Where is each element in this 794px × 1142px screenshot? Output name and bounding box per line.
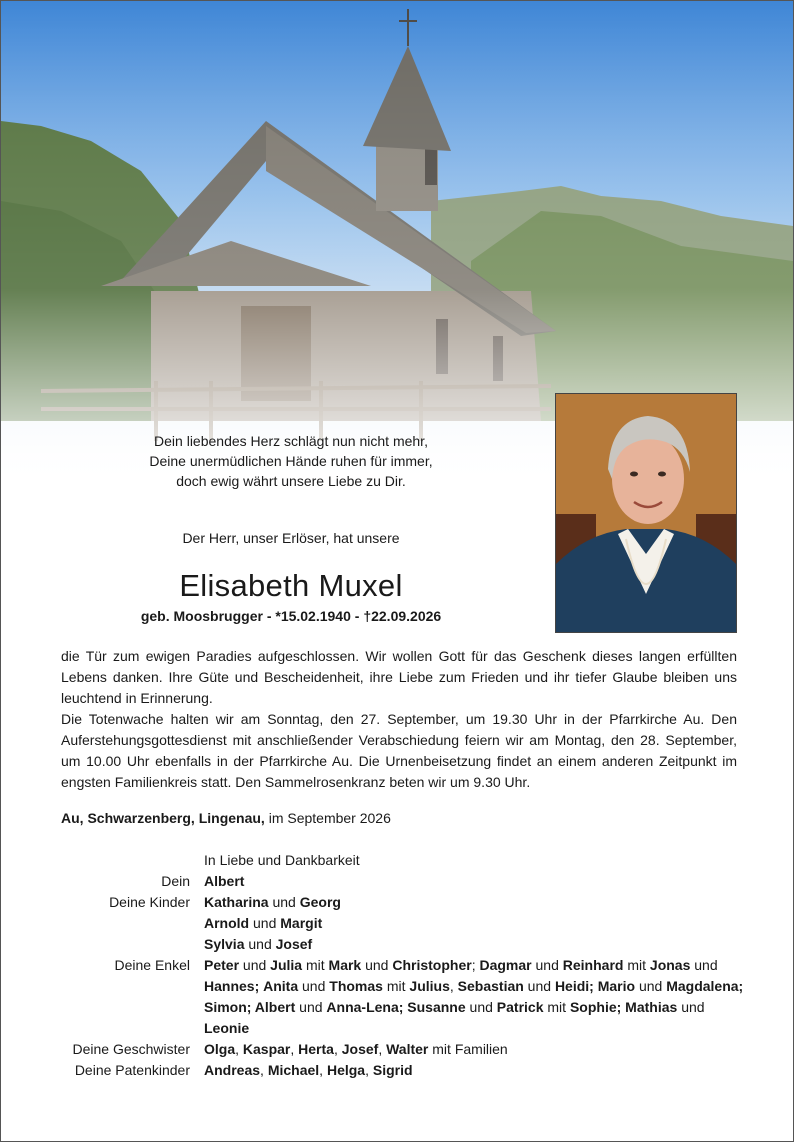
relation-label: Deine Enkel [114, 957, 190, 973]
relative-name: Thomas [329, 978, 383, 994]
paragraph-services: Die Totenwache halten wir am Sonntag, den 27. September, um 19.30 Uhr in der Pfarrkirche Au. Den Auferstehungsgottesdienst mit anschließender Verabschiedung feiern wir am Montag, den 28. September, um 10.00 Uhr ebenfalls in der Pfarrkirche Au. Die Urnenbeisetzung findet an einem anderen Zeitpunkt im engsten Familienkreis statt. Den Sammelrosenkranz beten wir um 9.30 Uhr. [61, 711, 737, 790]
deceased-name: Elisabeth Muxel [179, 568, 403, 603]
verse [41, 431, 541, 491]
connector-text: , [365, 1062, 373, 1078]
relative-name: Sigrid [372, 1062, 413, 1078]
family-row [61, 892, 751, 913]
place-names: Au, Schwarzenberg, Lingenau, [61, 810, 265, 826]
connector-text: ; [471, 957, 480, 973]
connector-text: mit [382, 978, 410, 994]
relatives-names [204, 1060, 744, 1081]
connector-text: mit [623, 957, 650, 973]
obituary-text [61, 646, 737, 793]
relative-name: Heidi; [554, 978, 594, 994]
portrait-photo [555, 393, 737, 633]
family-row [61, 1039, 751, 1060]
connector-text: , [333, 1041, 342, 1057]
birth-name-and-dates: geb. Moosbrugger - *15.02.1940 - †22.09.2026 [140, 608, 442, 624]
relative-name: Andreas [204, 1062, 261, 1078]
relative-name: Magdalena; Simon; Albert [204, 978, 744, 1015]
connector-text: mit [302, 957, 329, 973]
relatives-names [204, 892, 744, 913]
connector-text: und [361, 957, 393, 973]
family-intro-row [61, 850, 751, 871]
connector-text: , [260, 1062, 268, 1078]
relative-name: Leonie [204, 1020, 250, 1036]
relatives-names [204, 934, 744, 955]
family-row [61, 955, 751, 1039]
connector-text: , [449, 978, 458, 994]
connector-text: und [677, 999, 705, 1015]
relative-name: Walter [386, 1041, 429, 1057]
connector-text: mit Familien [428, 1041, 508, 1057]
relative-name: Margit [280, 915, 323, 931]
connector-text: und [465, 999, 497, 1015]
relative-name: Katharina [204, 894, 269, 910]
connector-text: und [635, 978, 667, 994]
relative-name: Sebastian [457, 978, 524, 994]
relative-name: Herta [298, 1041, 334, 1057]
connector-text: und [690, 957, 718, 973]
family-row [61, 871, 751, 892]
relative-name: Josef [275, 936, 313, 952]
connector-text: , [319, 1062, 327, 1078]
relation-label [61, 934, 204, 955]
connector-text: und [298, 978, 330, 994]
relative-name: Susanne [407, 999, 466, 1015]
verse-line: Dein liebendes Herz schlägt nun nicht mehr, [154, 433, 428, 449]
relation-label: Deine Patenkinder [74, 1062, 190, 1078]
family-intro: In Liebe und Dankbarkeit [204, 852, 360, 868]
relative-name: Julia [270, 957, 303, 973]
connector-text: und [268, 894, 300, 910]
relative-name: Olga [204, 1041, 236, 1057]
verse-line: doch ewig währt unsere Liebe zu Dir. [176, 473, 406, 489]
connector-text: , [235, 1041, 243, 1057]
relatives-names [204, 1039, 744, 1060]
relative-name: Kaspar [242, 1041, 291, 1057]
relative-name: Julius [409, 978, 450, 994]
relation-label: Dein [161, 873, 190, 889]
relative-name: Albert [204, 873, 245, 889]
relative-name: Reinhard [562, 957, 624, 973]
relation-label: Deine Geschwister [72, 1041, 190, 1057]
relative-name: Sylvia [204, 936, 245, 952]
connector-text: , [378, 1041, 387, 1057]
relative-name: Helga [326, 1062, 366, 1078]
relative-name: Jonas [649, 957, 691, 973]
family-row [61, 934, 751, 955]
relative-name: Hannes; [204, 978, 260, 994]
lead-sentence: Der Herr, unser Erlöser, hat unsere [182, 530, 400, 546]
relative-name: Michael [267, 1062, 320, 1078]
relation-label [61, 913, 204, 934]
relation-label: Deine Kinder [109, 894, 190, 910]
connector-text: und [523, 978, 555, 994]
relative-name: Patrick [496, 999, 544, 1015]
relative-name: Peter [204, 957, 240, 973]
relative-name: Arnold [204, 915, 250, 931]
verse-line: Deine unermüdlichen Hände ruhen für immer, [149, 453, 433, 469]
relative-name: Dagmar [479, 957, 532, 973]
connector-text: mit [543, 999, 570, 1015]
relatives-names [204, 871, 744, 892]
relative-name: Sophie; Mathias [569, 999, 678, 1015]
place-and-date [61, 810, 391, 826]
connector-text: und [531, 957, 563, 973]
relative-name: Josef [341, 1041, 379, 1057]
family-row [61, 913, 751, 934]
relatives-names [204, 913, 744, 934]
relative-name: Mario [597, 978, 636, 994]
date-text: im September 2026 [264, 810, 391, 826]
relative-name: Anna-Lena; [326, 999, 404, 1015]
relative-name: Christopher [392, 957, 472, 973]
connector-text: und [295, 999, 327, 1015]
connector-text: und [249, 915, 281, 931]
connector-text: und [239, 957, 271, 973]
relatives-names [204, 955, 744, 1039]
mourners-list [61, 850, 751, 1081]
relative-name: Georg [299, 894, 341, 910]
connector-text: , [290, 1041, 299, 1057]
relative-name: Mark [328, 957, 362, 973]
relative-name: Anita [263, 978, 299, 994]
connector-text: und [244, 936, 276, 952]
family-row [61, 1060, 751, 1081]
paragraph-life: die Tür zum ewigen Paradies aufgeschlossen. Wir wollen Gott für das Geschenk dieses langen erfüllten Lebens danken. Ihre Güte und Bescheidenheit, ihre Liebe zum Frieden und ihr tiefer Glaube bleiben uns leuchtend in Erinnerung. [61, 648, 737, 706]
